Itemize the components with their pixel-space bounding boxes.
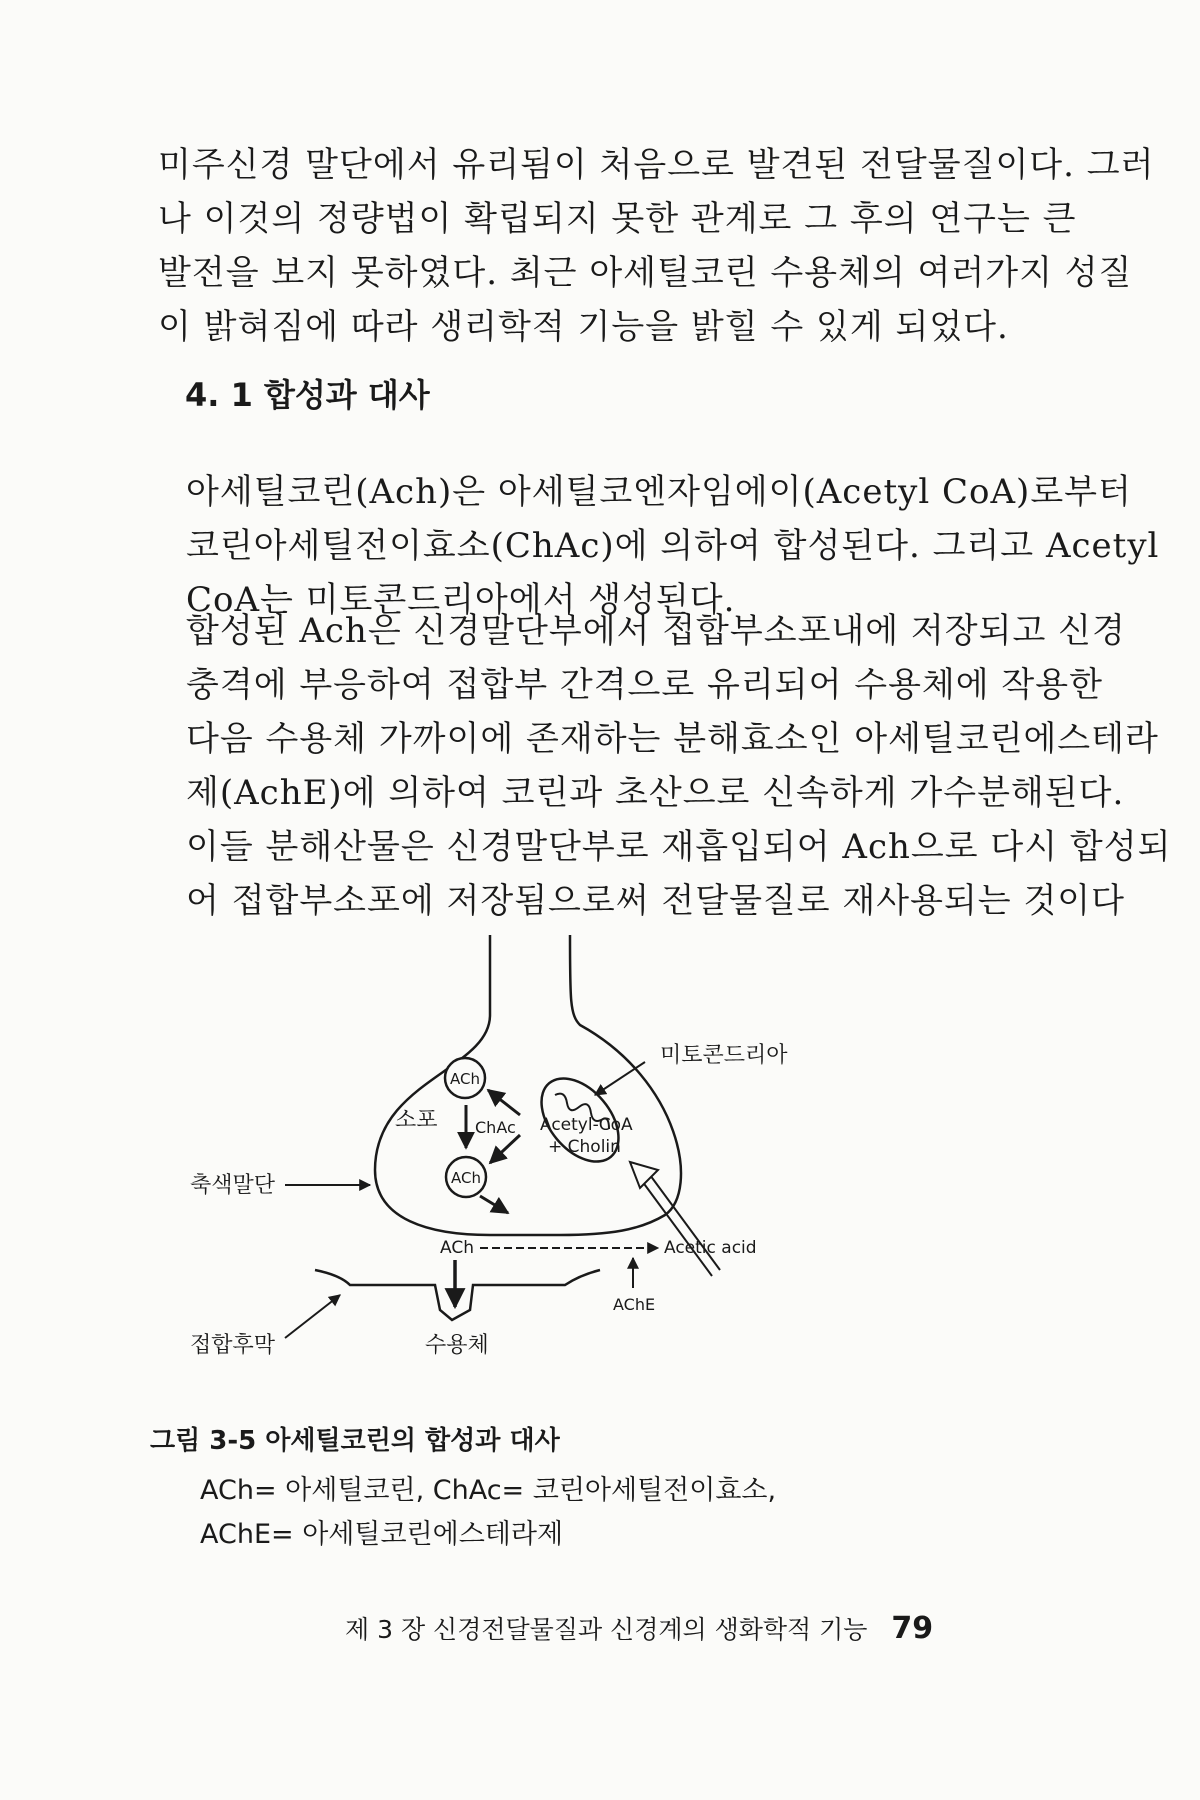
text-line: 다음 수용체 가까이에 존재하는 분해효소인 아세틸코린에스테라 bbox=[186, 719, 1159, 759]
paragraph-intro bbox=[158, 138, 1155, 354]
text-line: 합성된 Ach은 신경말단부에서 접합부소포내에 저장되고 신경 bbox=[186, 611, 1126, 651]
caption-title: 그림 3-5 아세틸코린의 합성과 대사 bbox=[150, 1426, 560, 1456]
section-heading: 4. 1 합성과 대사 bbox=[185, 376, 430, 414]
cleft-ach-label: ACh bbox=[440, 1238, 474, 1258]
synthesis-arrow-up bbox=[488, 1090, 520, 1115]
postsynaptic-label: 접합후막 bbox=[190, 1333, 276, 1358]
text-line: 이 밝혀짐에 따라 생리학적 기능을 밝힐 수 있게 되었다. bbox=[158, 307, 1009, 347]
mitochondria-pointer bbox=[595, 1062, 645, 1095]
axon-terminal-label: 축색말단 bbox=[190, 1173, 276, 1198]
chapter-title: 제 3 장 신경전달물질과 신경계의 생화학적 기능 bbox=[345, 1615, 868, 1644]
synapse-diagram-svg bbox=[190, 930, 910, 1400]
postsynaptic-pointer bbox=[285, 1295, 340, 1338]
chac-label: ChAc bbox=[475, 1118, 516, 1137]
text-line: CoA는 미토콘드리아에서 생성된다. bbox=[186, 580, 736, 620]
axon-terminal-outline bbox=[375, 935, 681, 1235]
ache-label: AChE bbox=[613, 1295, 656, 1314]
vesicle-bottom-label: ACh bbox=[451, 1169, 481, 1187]
vesicle-label: 소포 bbox=[395, 1108, 438, 1133]
release-arrow bbox=[480, 1196, 508, 1213]
cholin-label: + Cholin bbox=[548, 1137, 621, 1157]
synthesis-arrow-down bbox=[490, 1135, 520, 1163]
text-line: 이들 분해산물은 신경말단부로 재흡입되어 Ach으로 다시 합성되 bbox=[186, 827, 1172, 867]
text-line: 제(AchE)에 의하여 코린과 초산으로 신속하게 가수분해된다. bbox=[186, 773, 1125, 813]
acetic-acid-label: Acetic acid bbox=[664, 1238, 757, 1258]
reuptake-arrow bbox=[630, 1162, 720, 1276]
postsynaptic-membrane bbox=[315, 1270, 600, 1320]
receptor-label: 수용체 bbox=[425, 1333, 489, 1358]
caption-legend-line: AChE= 아세틸코린에스테라제 bbox=[200, 1519, 564, 1550]
text-line: 미주신경 말단에서 유리됨이 처음으로 발견된 전달물질이다. 그러 bbox=[158, 145, 1155, 185]
text-line: 발전을 보지 못하였다. 최근 아세틸코린 수용체의 여러가지 성질 bbox=[158, 253, 1133, 293]
figure-caption bbox=[150, 1420, 1030, 1557]
text-line: 코린아세틸전이효소(ChAc)에 의하여 합성된다. 그리고 Acetyl bbox=[186, 526, 1160, 566]
vesicle-top-label: ACh bbox=[450, 1070, 480, 1088]
mitochondria-label: 미토콘드리아 bbox=[660, 1043, 788, 1068]
synapse-diagram bbox=[190, 930, 910, 1400]
text-line: 나 이것의 정량법이 확립되지 못한 관계로 그 후의 연구는 큰 bbox=[158, 199, 1077, 239]
text-line: 아세틸코린(Ach)은 아세틸코엔자임에이(Acetyl CoA)로부터 bbox=[186, 472, 1132, 512]
acetyl-coa-label: Acetyl-CoA bbox=[540, 1115, 633, 1135]
text-line: 어 접합부소포에 저장됨으로써 전달물질로 재사용되는 것이다 bbox=[186, 881, 1125, 921]
page-number: 79 bbox=[891, 1611, 934, 1646]
text-line: 충격에 부응하여 접합부 간격으로 유리되어 수용체에 작용한 bbox=[186, 665, 1103, 705]
paragraph-metabolism bbox=[158, 604, 1172, 928]
page-footer bbox=[345, 1610, 995, 1646]
caption-legend-line: ACh= 아세틸코린, ChAc= 코린아세틸전이효소, bbox=[200, 1475, 777, 1506]
paragraph-synthesis bbox=[158, 465, 1160, 627]
